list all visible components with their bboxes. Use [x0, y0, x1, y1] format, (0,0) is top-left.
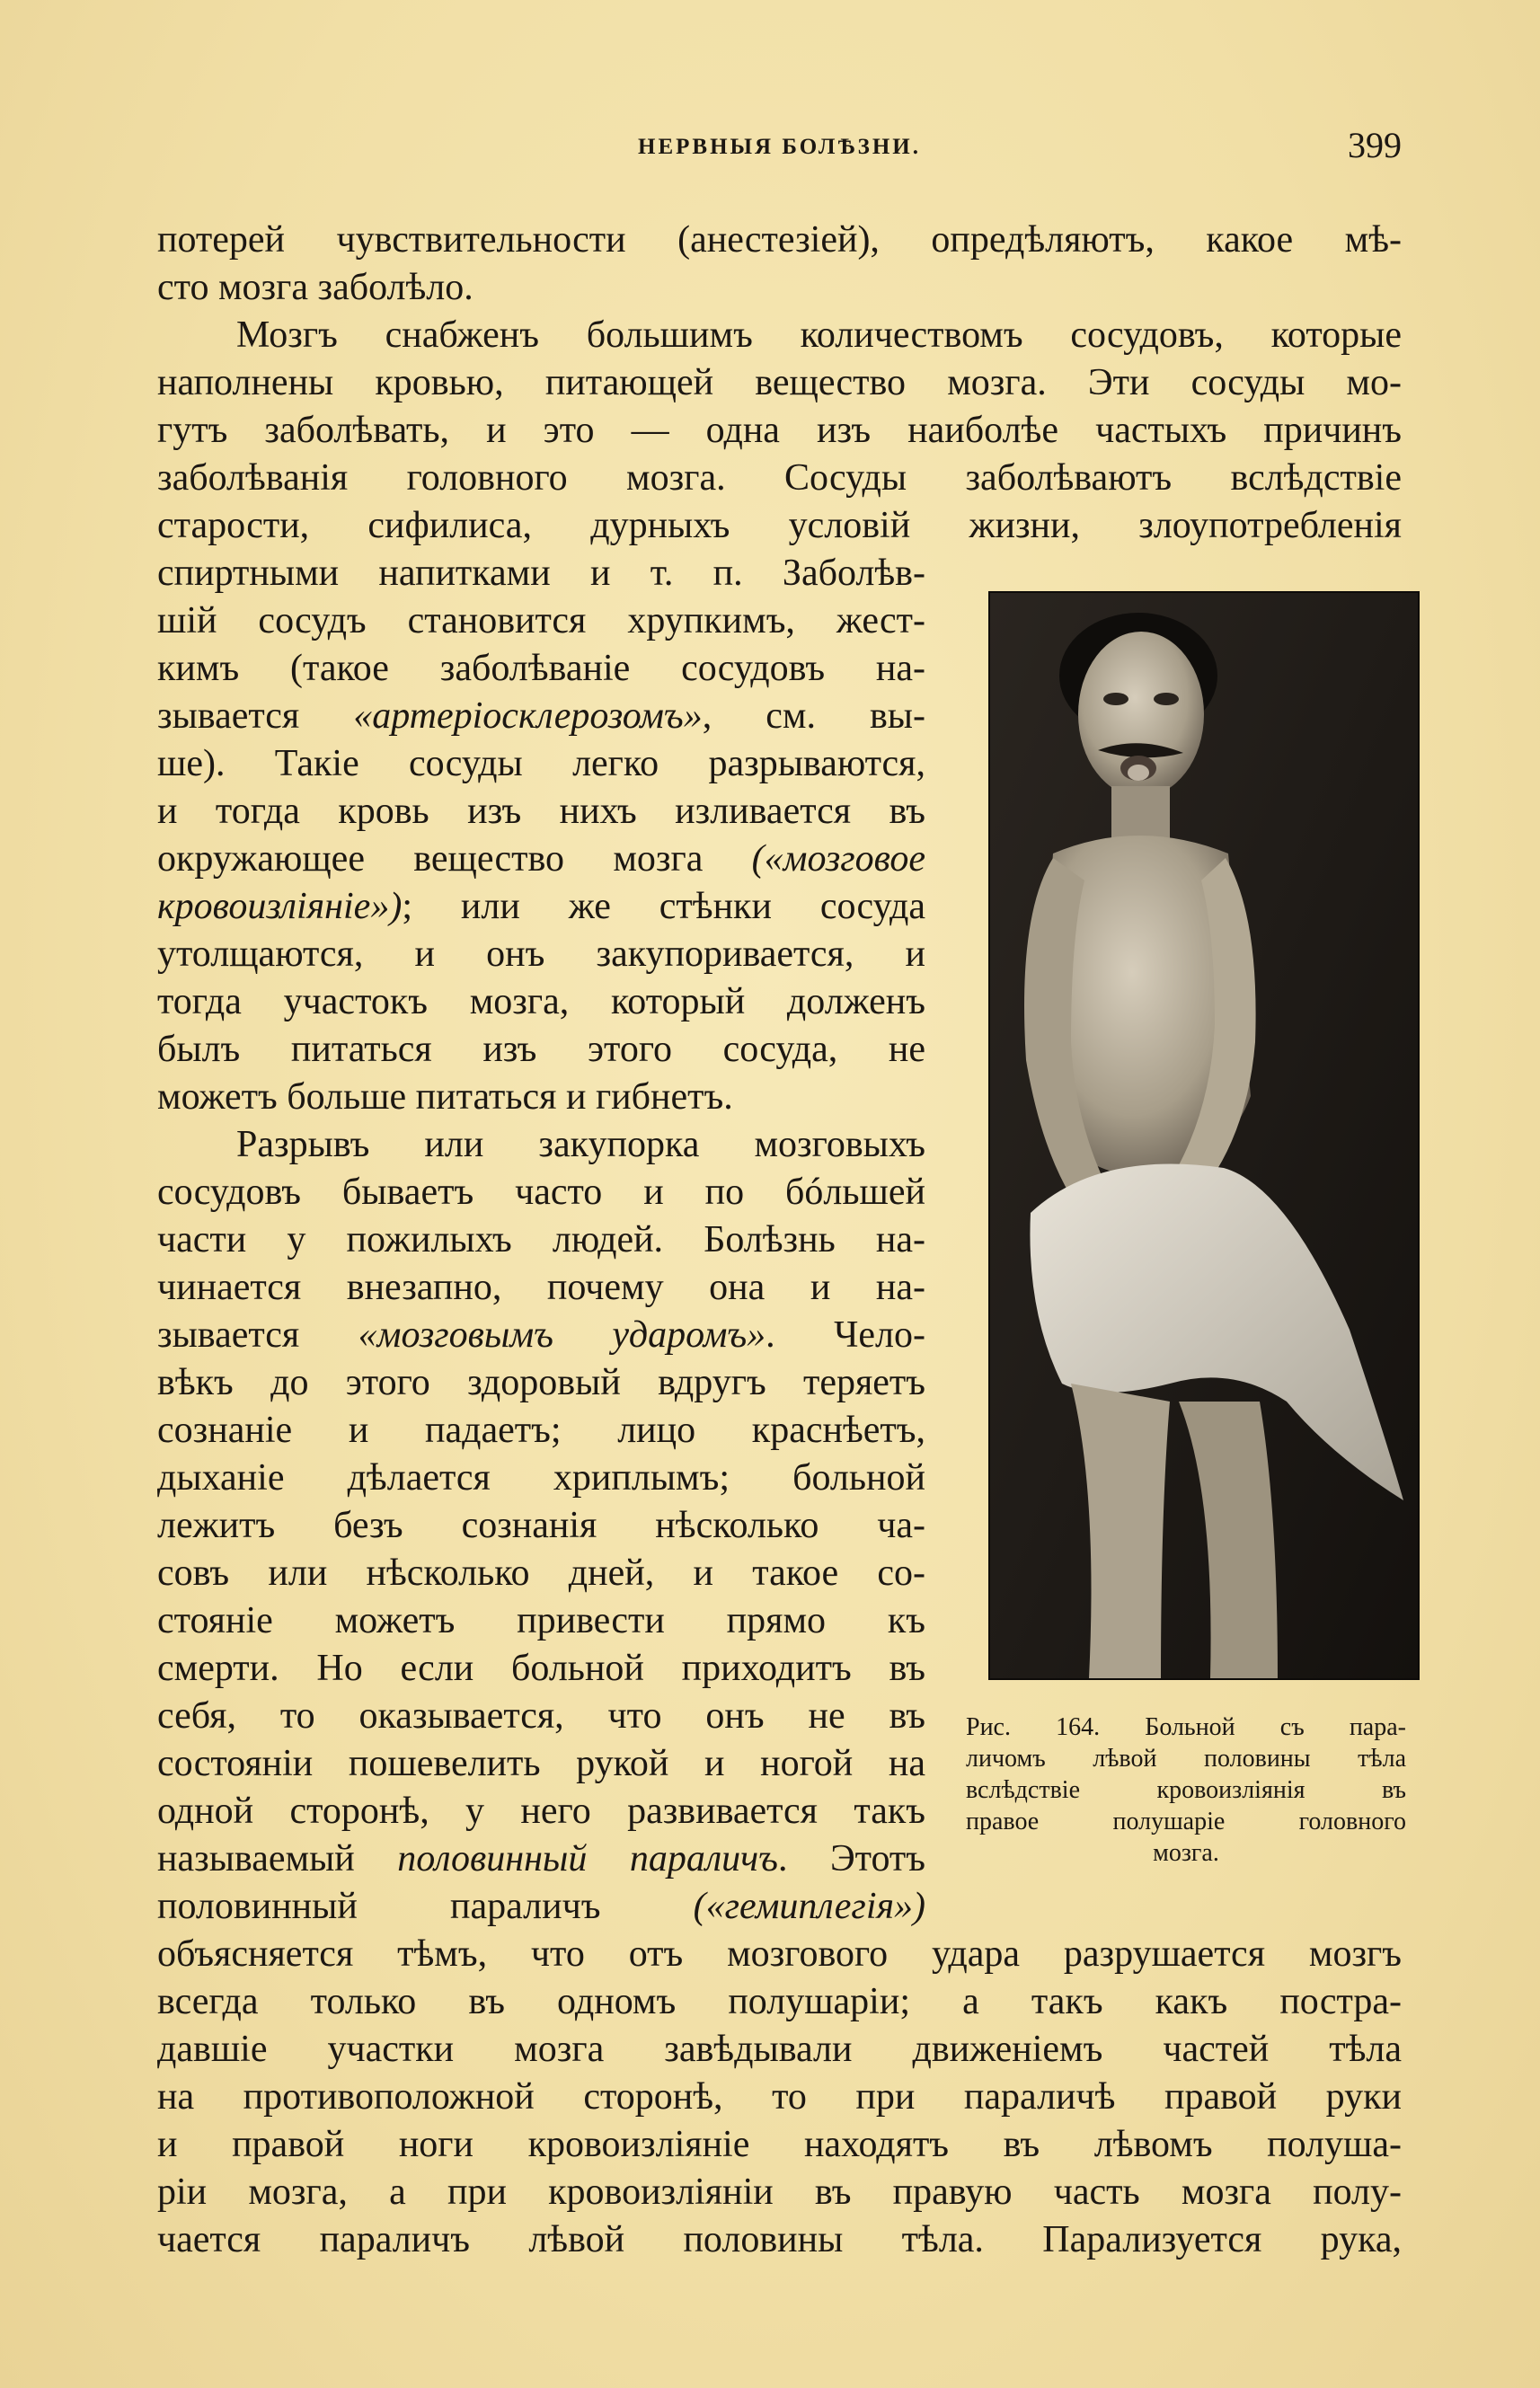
text-line: и тогда кровь изъ нихъ изливается въ [157, 791, 925, 832]
italic-term: половинный параличъ [397, 1838, 778, 1879]
text-line: Разрывъ или закупорка мозговыхъ [236, 1124, 925, 1165]
text-line: Мозгъ снабженъ большимъ количествомъ сосудовъ, которые [236, 314, 1402, 356]
text-fragment: ; или же стѣнки сосуда [402, 886, 925, 927]
text-fragment: зывается [157, 695, 300, 737]
figure-caption [966, 1711, 1406, 1869]
text-line: ріи мозга, а при кровоизліяніи въ правую часть мозга полу- [157, 2171, 1402, 2213]
page-header [157, 124, 1402, 169]
caption-line: правое полушаріе головного [966, 1808, 1406, 1835]
text-fragment: , см. вы- [702, 695, 925, 737]
page-number: 399 [1348, 125, 1402, 165]
text-line: спиртными напитками и т. п. Заболѣв- [157, 553, 925, 594]
text-fragment: называемый [157, 1838, 355, 1879]
text-fragment: зывается [157, 1314, 300, 1356]
text-line: утолщаются, и онъ закупоривается, и [157, 933, 925, 975]
text-line: чинается внезапно, почему она и на- [157, 1267, 925, 1308]
text-line: кимъ (такое заболѣваніе сосудовъ на- [157, 648, 925, 689]
text-line: ше). Такіе сосуды легко разрываются, [157, 743, 925, 784]
text-line: сознаніе и падаетъ; лицо краснѣетъ, [157, 1410, 925, 1451]
text-line: былъ питаться изъ этого сосуда, не [157, 1029, 925, 1070]
patient-photograph [988, 591, 1420, 1680]
text-line: можетъ больше питаться и гибнетъ. [157, 1076, 733, 1118]
text-line: объясняется тѣмъ, что отъ мозгового удара разрушается мозгъ [157, 1933, 1402, 1975]
text-line: шій сосудъ становится хрупкимъ, жест- [157, 600, 925, 641]
text-line: чается параличъ лѣвой половины тѣла. Парализуется рука, [157, 2219, 1402, 2260]
text-line: дыханіе дѣлается хриплымъ; больной [157, 1457, 925, 1499]
text-line: старости, сифилиса, дурныхъ условій жизни, злоупотребленія [157, 505, 1402, 546]
text-line: одной сторонѣ, у него развивается такъ [157, 1791, 925, 1832]
text-line [157, 836, 925, 883]
text-fragment: . Этотъ [777, 1838, 925, 1879]
text-line: и правой ноги кровоизліяніе находятъ въ лѣвомъ полуша- [157, 2124, 1402, 2165]
text-line: стояніе можетъ привести прямо къ [157, 1600, 925, 1641]
running-title: НЕРВНЫЯ БОЛѢЗНИ. [638, 135, 921, 159]
italic-term: «артеріосклерозомъ» [353, 695, 703, 737]
text-line: наполнены кровью, питающей вещество мозга. Эти сосуды мо- [157, 362, 1402, 403]
patient-illustration [990, 593, 1418, 1678]
text-line: сто мозга заболѣло. [157, 267, 474, 308]
text-line: потерей чувствительности (анестезіей), опредѣляютъ, какое мѣ- [157, 219, 1402, 261]
text-line [157, 693, 925, 740]
text-fragment: . Чело- [766, 1314, 925, 1356]
text-line: части у пожилыхъ людей. Болѣзнь на- [157, 1219, 925, 1260]
text-line: вѣкъ до этого здоровый вдругъ теряетъ [157, 1362, 925, 1403]
caption-line: Рис. 164. Больной съ пара- [966, 1713, 1406, 1741]
caption-line: мозга. [1153, 1839, 1219, 1867]
italic-term: «мозговымъ ударомъ» [358, 1314, 766, 1356]
text-line: гутъ заболѣвать, и это — одна изъ наиболѣе частыхъ причинъ [157, 410, 1402, 451]
text-line: себя, то оказывается, что онъ не въ [157, 1695, 925, 1737]
caption-line: вслѣдствіе кровоизліянія въ [966, 1776, 1406, 1804]
text-line: сосудовъ бываетъ часто и по бóльшей [157, 1172, 925, 1213]
caption-line: личомъ лѣвой половины тѣла [966, 1745, 1406, 1773]
text-fragment: окружающее вещество мозга [157, 838, 704, 880]
text-line: всегда только въ одномъ полушаріи; а такъ какъ постра- [157, 1981, 1402, 2022]
text-line: смерти. Но если больной приходитъ въ [157, 1648, 925, 1689]
text-line [157, 1312, 925, 1359]
text-line: давшіе участки мозга завѣдывали движеніемъ частей тѣла [157, 2029, 1402, 2070]
italic-term: («гемиплегія») [693, 1886, 925, 1927]
text-line: тогда участокъ мозга, который долженъ [157, 981, 925, 1022]
text-line [157, 883, 925, 931]
text-line: совъ или нѣсколько дней, и такое со- [157, 1552, 925, 1594]
italic-term: кровоизліяніе») [157, 886, 403, 927]
text-line: лежитъ безъ сознанія нѣсколько ча- [157, 1505, 925, 1546]
text-line: на противоположной сторонѣ, то при параличѣ правой руки [157, 2076, 1402, 2118]
text-line [157, 1883, 925, 1931]
text-line: заболѣванія головного мозга. Сосуды заболѣваютъ вслѣдствіе [157, 457, 1402, 499]
italic-term: («мозговое [751, 838, 925, 880]
text-line: состояніи пошевелить рукой и ногой на [157, 1743, 925, 1784]
text-line [157, 1835, 925, 1883]
text-fragment: половинный параличъ [157, 1886, 601, 1927]
